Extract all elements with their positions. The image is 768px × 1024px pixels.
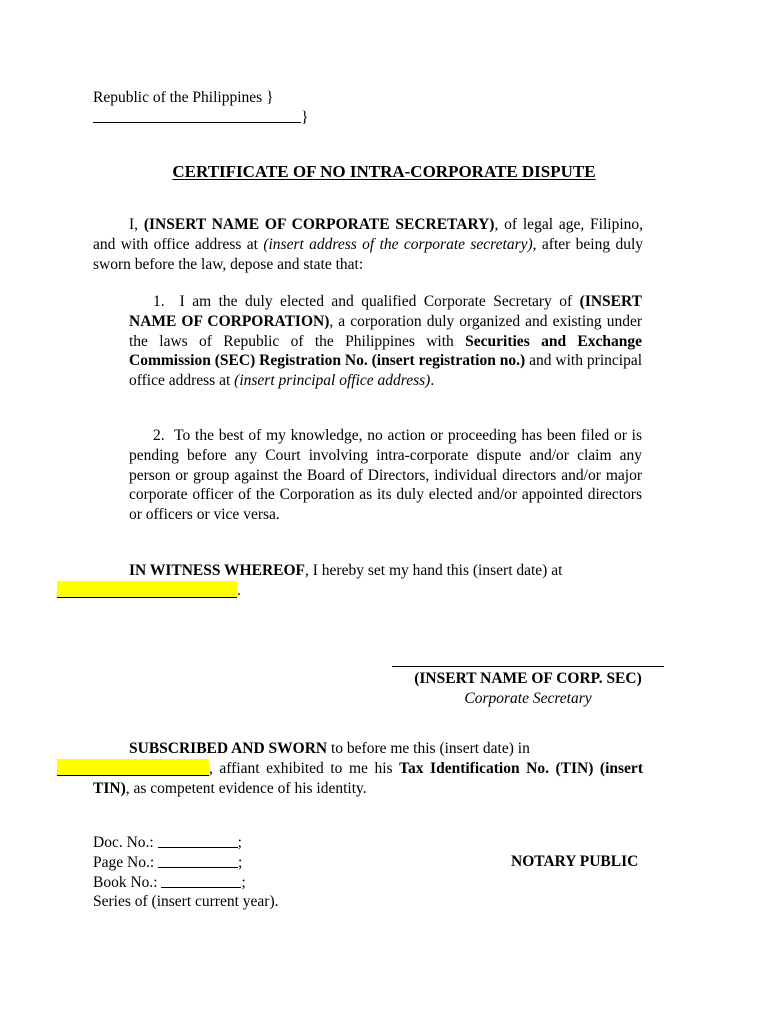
item-2-text: To the best of my knowledge, no action or proceeding has been filed or is pending before any Court involving intra-corporate dispute and/or claim any person or group against the Board of Directors, individual directors and/or major corporate officer of the Corporation as its duly elected and/or appointed directors or officers or vice versa. bbox=[129, 427, 643, 524]
venue-brace: } bbox=[301, 108, 309, 126]
signature-line bbox=[392, 649, 664, 667]
book-no-end: ; bbox=[241, 873, 246, 891]
intro-suffix: , after being duly sworn before the law, depose and state that: bbox=[93, 235, 644, 273]
signature-block bbox=[392, 649, 664, 709]
sec-registration-placeholder: Securities and Exchange Commission (SEC) Registration No. (insert registration no.) bbox=[129, 332, 642, 370]
signatory-name: (INSERT NAME OF CORP. SEC) bbox=[414, 670, 642, 687]
jurat-text-a: to before me this (insert date) in bbox=[327, 740, 530, 757]
jurat-text-c: , as competent evidence of his identity. bbox=[125, 779, 367, 797]
witness-end: . bbox=[237, 581, 241, 599]
item-2-paragraph bbox=[129, 426, 642, 525]
item-1-number: 1. bbox=[153, 293, 165, 310]
witness-lead: IN WITNESS WHEREOF bbox=[129, 562, 306, 579]
secretary-name-placeholder: (INSERT NAME OF CORPORATE SECRETARY) bbox=[143, 216, 495, 233]
venue-country: Republic of the Philippines } bbox=[93, 89, 274, 106]
jurat-place-highlight bbox=[57, 759, 209, 776]
venue-city-line bbox=[93, 108, 413, 128]
office-address-placeholder: (insert principal office address) bbox=[234, 372, 431, 390]
venue-city-blank bbox=[93, 108, 301, 123]
witness-paragraph bbox=[93, 561, 643, 601]
venue-block bbox=[93, 88, 413, 128]
item-1-text-d: . bbox=[430, 372, 435, 390]
item-1-paragraph bbox=[129, 292, 642, 391]
doc-no-end: ; bbox=[237, 834, 242, 851]
intro-prefix: I, bbox=[129, 216, 144, 233]
doc-no-line bbox=[93, 833, 393, 853]
intro-middle: , of legal age, Filipino, and with office address at bbox=[93, 216, 643, 253]
notarial-register bbox=[93, 833, 393, 912]
notary-public-title: NOTARY PUBLIC bbox=[511, 853, 639, 870]
item-1-text-a: I am the duly elected and qualified Corporate Secretary of bbox=[179, 293, 580, 310]
corporation-name-placeholder: (INSERT NAME OF CORPORATION) bbox=[129, 293, 642, 330]
item-2-number: 2. bbox=[153, 427, 165, 444]
witness-place-highlight bbox=[57, 581, 237, 598]
document-title: CERTIFICATE OF NO INTRA-CORPORATE DISPUTE bbox=[172, 162, 596, 181]
page-no-line bbox=[93, 853, 393, 873]
book-no-label: Book No.: bbox=[93, 873, 162, 891]
tin-placeholder: Tax Identification No. (TIN) (insert TIN) bbox=[93, 759, 643, 797]
jurat-text-b: , affiant exhibited to me his bbox=[209, 759, 400, 777]
doc-no-blank bbox=[158, 833, 238, 848]
signatory-role: Corporate Secretary bbox=[464, 689, 592, 707]
intro-paragraph bbox=[93, 215, 643, 274]
series-line: Series of (insert current year). bbox=[93, 893, 279, 911]
jurat-lead: SUBSCRIBED AND SWORN bbox=[129, 740, 328, 757]
doc-no-label: Doc. No.: bbox=[93, 834, 158, 851]
page-no-label: Page No.: bbox=[93, 853, 159, 871]
item-1-text-b: , a corporation duly organized and existing under the laws of Republic of the Philippines with bbox=[129, 312, 642, 350]
page-no-end: ; bbox=[238, 853, 243, 871]
jurat-paragraph bbox=[93, 739, 643, 798]
secretary-address-placeholder: (insert address of the corporate secretary) bbox=[263, 235, 533, 253]
book-no-line bbox=[93, 873, 393, 893]
item-1-text-c: and with principal office address at bbox=[129, 352, 643, 390]
page-no-blank bbox=[158, 853, 238, 868]
book-no-blank bbox=[161, 873, 241, 888]
witness-text: , I hereby set my hand this (insert date) at bbox=[305, 562, 563, 579]
